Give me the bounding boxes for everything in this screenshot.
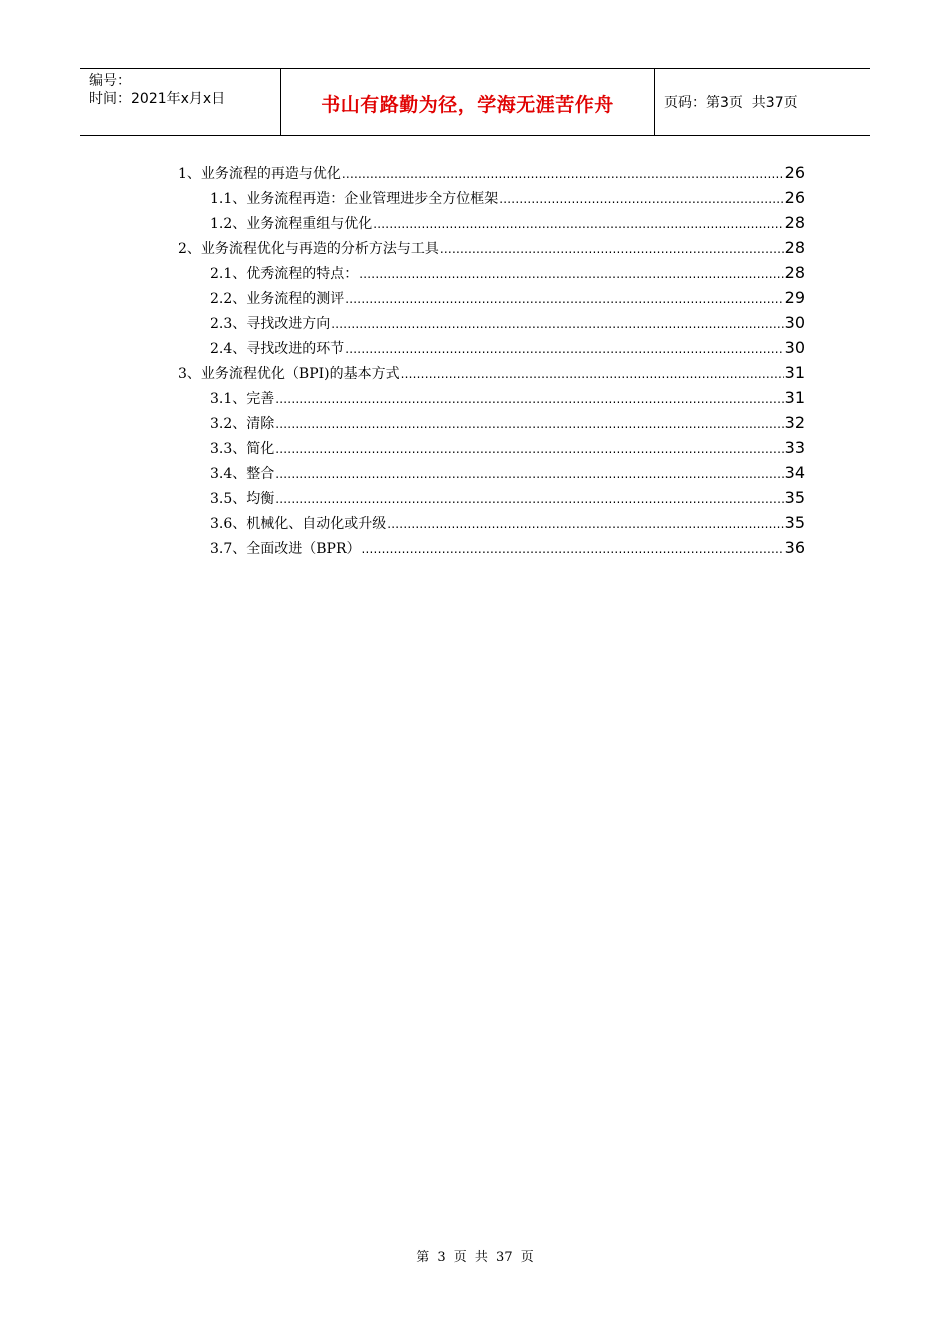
toc-entry-label: 3.7、全面改进（BPR） — [210, 541, 361, 557]
toc-entry-label: 3、业务流程优化（BPI)的基本方式 — [178, 366, 400, 382]
toc-entry-label: 3.1、完善 — [210, 391, 275, 407]
toc-entry-page: 28 — [784, 213, 805, 232]
toc-entry-page: 30 — [784, 313, 805, 332]
toc-entry[interactable] — [178, 435, 805, 460]
toc-leader-dots — [275, 487, 783, 512]
toc-leader-dots — [345, 287, 783, 312]
toc-entry-label: 1.1、业务流程再造：企业管理进步全方位框架 — [210, 191, 499, 207]
toc-leader-dots — [373, 212, 783, 237]
toc-leader-dots — [275, 437, 783, 462]
toc-leader-dots — [275, 387, 783, 412]
table-of-contents — [178, 160, 805, 560]
header-page-cell — [655, 69, 870, 135]
toc-entry[interactable] — [178, 335, 805, 360]
header-slogan-cell — [281, 69, 655, 135]
toc-entry-page: 35 — [784, 513, 805, 532]
toc-entry-label: 2.3、寻找改进方向 — [210, 316, 331, 332]
header-meta-cell — [80, 69, 281, 135]
toc-entry-page: 26 — [784, 163, 805, 182]
toc-leader-dots — [275, 462, 783, 487]
toc-entry-page: 29 — [784, 288, 805, 307]
toc-entry[interactable] — [178, 510, 805, 535]
toc-leader-dots — [401, 362, 784, 387]
toc-entry-page: 31 — [784, 388, 805, 407]
toc-entry[interactable] — [178, 310, 805, 335]
toc-entry-page: 36 — [784, 538, 805, 557]
toc-entry-label: 3.6、机械化、自动化或升级 — [210, 516, 387, 532]
page-header — [80, 68, 870, 136]
toc-entry[interactable] — [178, 260, 805, 285]
toc-entry-label: 2.4、寻找改进的环节 — [210, 341, 345, 357]
toc-entry-page: 28 — [784, 263, 805, 282]
toc-entry[interactable] — [178, 235, 805, 260]
toc-entry[interactable] — [178, 535, 805, 560]
toc-entry[interactable] — [178, 485, 805, 510]
toc-entry-label: 3.2、清除 — [210, 416, 275, 432]
toc-leader-dots — [345, 337, 783, 362]
toc-entry-page: 30 — [784, 338, 805, 357]
toc-entry-label: 2.1、优秀流程的特点： — [210, 266, 359, 282]
toc-entry-label: 1、业务流程的再造与优化 — [178, 166, 341, 182]
toc-entry-label: 3.5、均衡 — [210, 491, 275, 507]
toc-entry-page: 33 — [784, 438, 805, 457]
toc-entry[interactable] — [178, 160, 805, 185]
toc-entry-page: 32 — [784, 413, 805, 432]
toc-entry[interactable] — [178, 360, 805, 385]
toc-entry-label: 2.2、业务流程的测评 — [210, 291, 345, 307]
toc-entry-label: 3.4、整合 — [210, 466, 275, 482]
document-time-label: 时间：2021年x月x日 — [89, 91, 226, 107]
toc-entry[interactable] — [178, 385, 805, 410]
toc-entry-page: 28 — [784, 238, 805, 257]
toc-leader-dots — [275, 412, 783, 437]
toc-leader-dots — [359, 262, 783, 287]
toc-leader-dots — [331, 312, 783, 337]
toc-entry[interactable] — [178, 210, 805, 235]
toc-leader-dots — [499, 187, 783, 212]
header-slogan: 书山有路勤为径，学海无涯苦作舟 — [321, 93, 614, 116]
header-page-info: 页码：第3页 共37页 — [664, 95, 798, 111]
toc-entry[interactable] — [178, 185, 805, 210]
toc-leader-dots — [387, 512, 783, 537]
toc-leader-dots — [362, 537, 784, 562]
toc-leader-dots — [440, 237, 784, 262]
toc-entry-label: 3.3、简化 — [210, 441, 275, 457]
toc-entry[interactable] — [178, 285, 805, 310]
toc-entry[interactable] — [178, 410, 805, 435]
toc-entry-label: 1.2、业务流程重组与优化 — [210, 216, 373, 232]
document-number-label: 编号： — [89, 73, 131, 89]
toc-entry[interactable] — [178, 460, 805, 485]
toc-entry-page: 35 — [784, 488, 805, 507]
toc-entry-page: 26 — [784, 188, 805, 207]
toc-entry-page: 31 — [784, 363, 805, 382]
page-footer: 第 3 页 共 37 页 — [416, 1250, 534, 1265]
toc-leader-dots — [342, 162, 784, 187]
toc-entry-label: 2、业务流程优化与再造的分析方法与工具 — [178, 241, 439, 257]
toc-entry-page: 34 — [784, 463, 805, 482]
